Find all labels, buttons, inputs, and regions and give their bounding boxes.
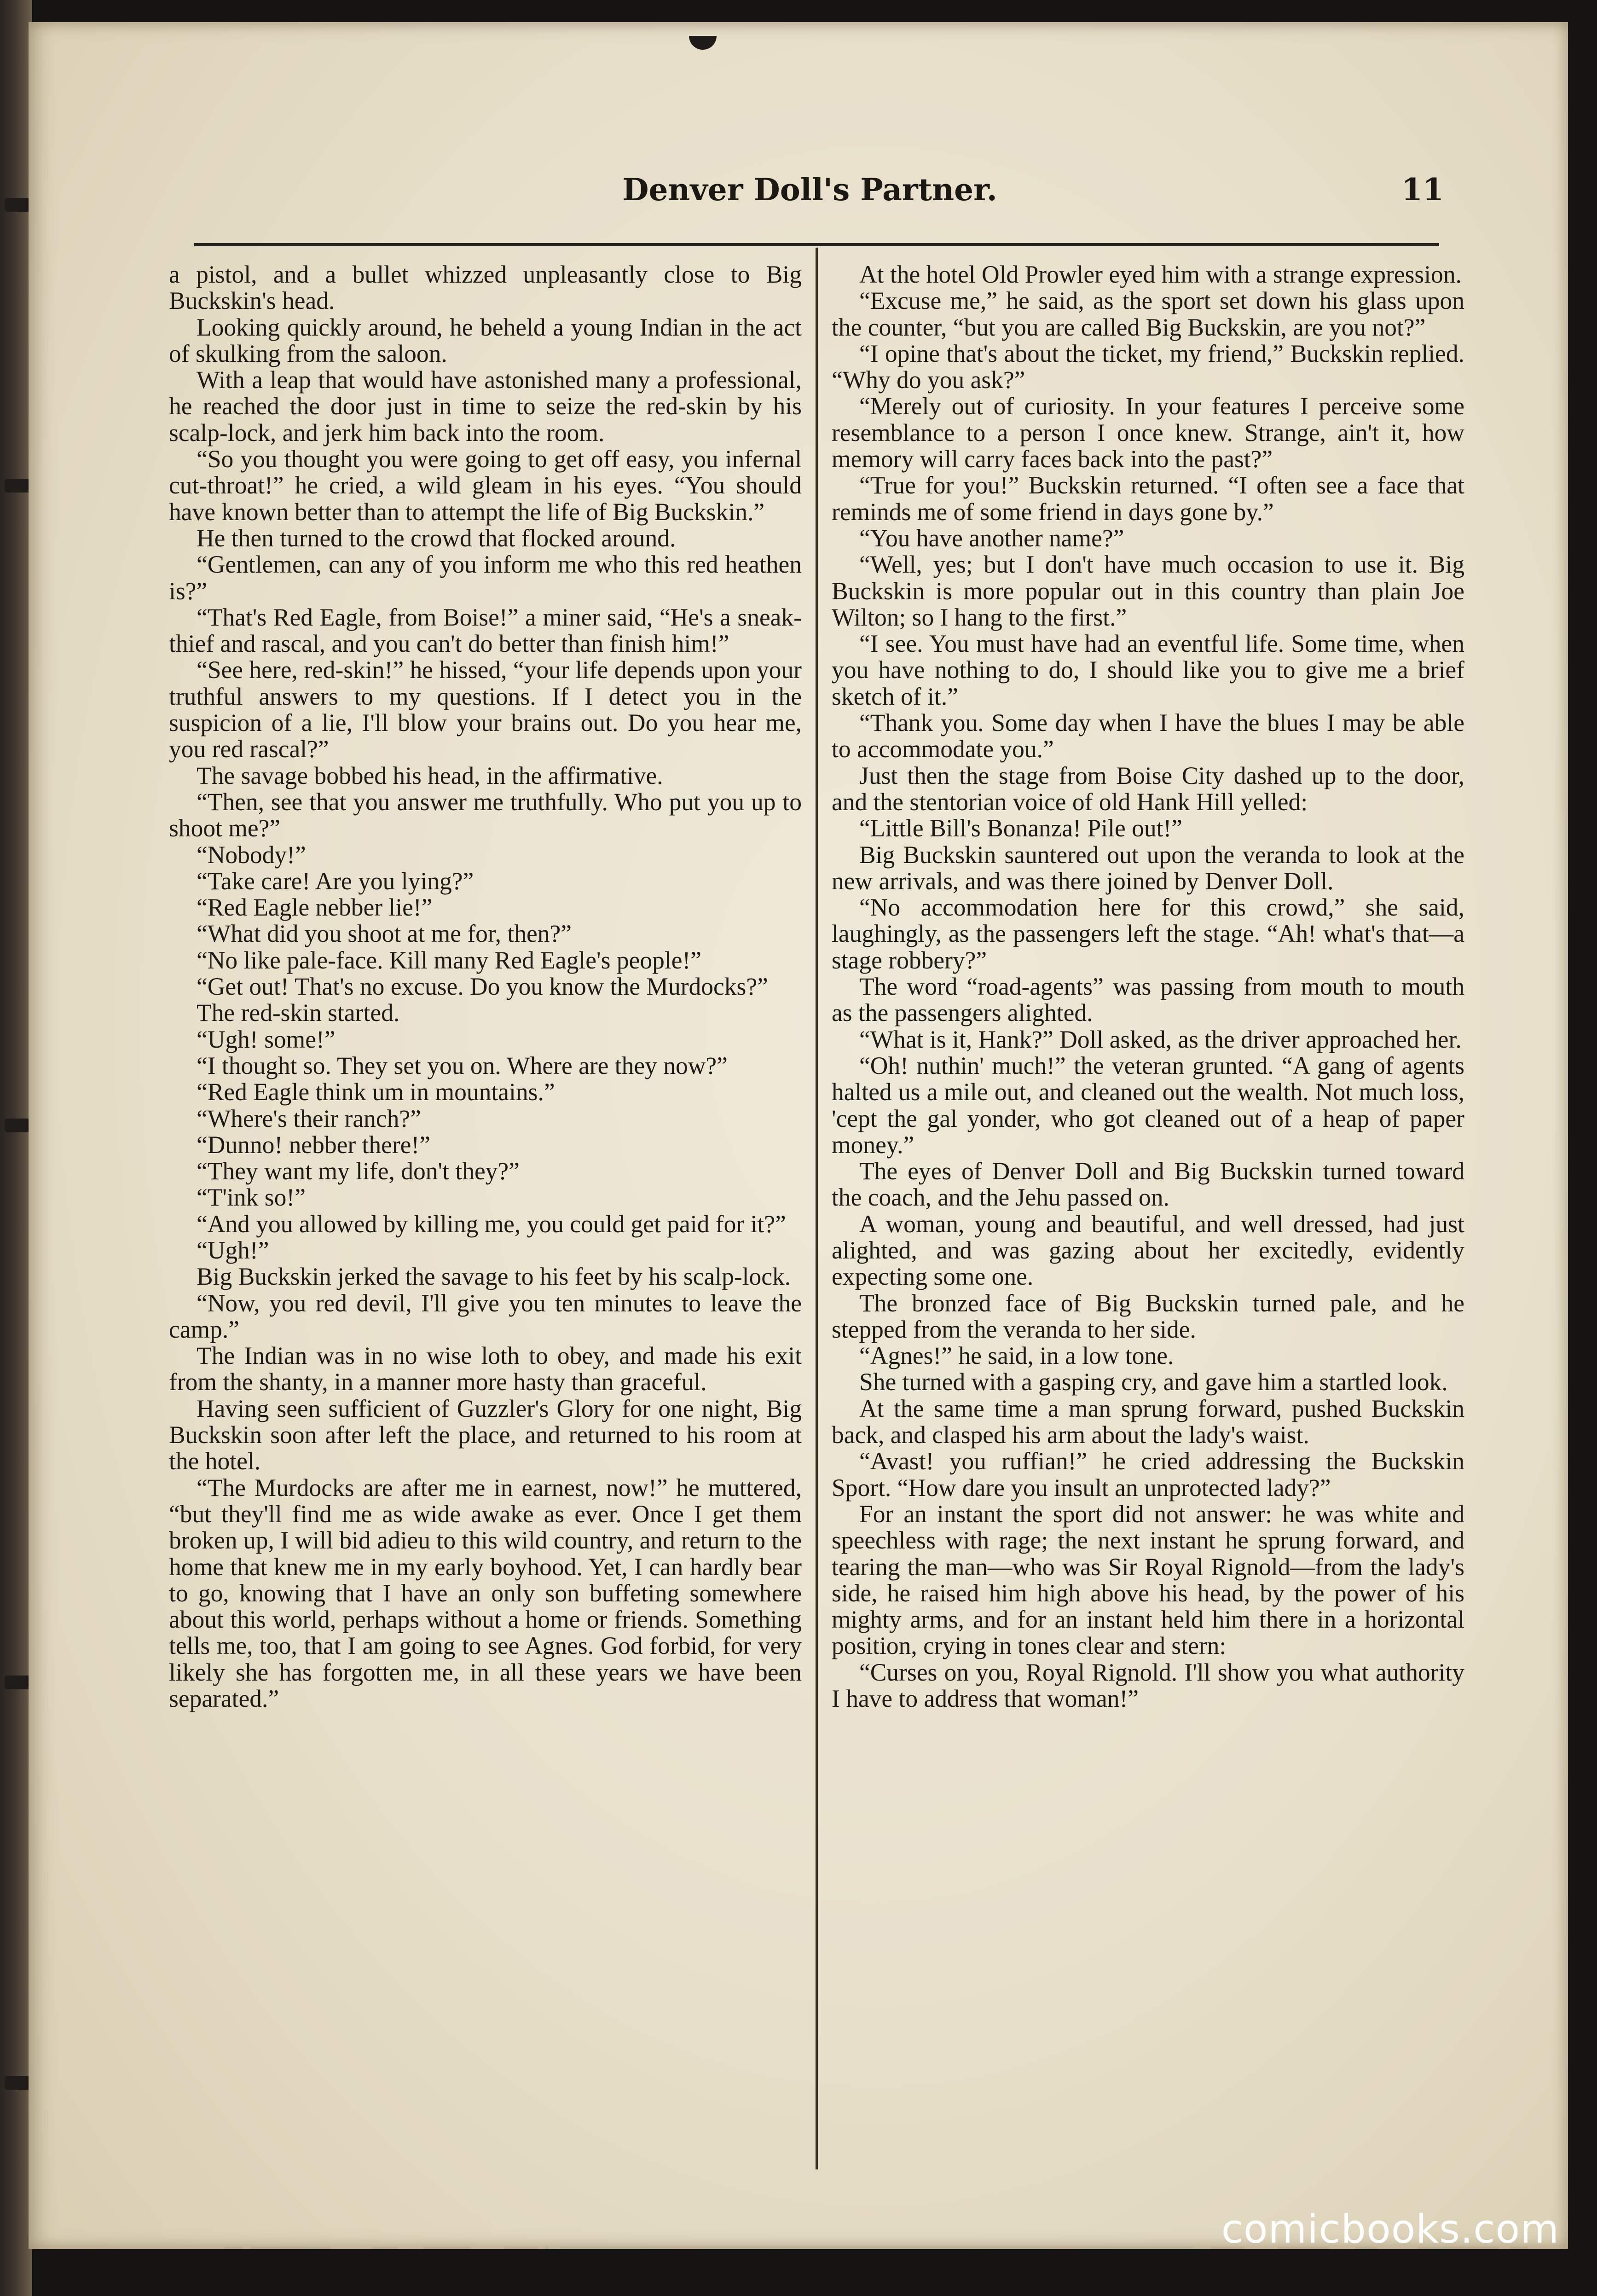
paragraph: “T'ink so!” [197,1183,306,1212]
header-rule [194,243,1439,246]
page-paper [29,22,1568,2249]
paragraph: “Ugh! some!” [197,1025,336,1053]
paragraph: Looking quickly around, he beheld a young Indian in the act of skulking from the saloon. [169,313,802,367]
paragraph: “The Murdocks are after me in earnest, now!” he muttered, “but they'll find me as wide awake as ever. Once I get them broken up, I will bid adieu to this wild country, and return to the home that knew me in my early boyhood. Yet, I can hardly bear to go, knowing that I have an only son buffeting somewhere about this world, perhaps without a home or friends. Something tells me, too, that I am going to see Agnes. God forbid, for very likely she has forgotten me, in all these years we have been separated.” [169,1473,802,1713]
left-text-column [169,261,802,2186]
paragraph: “See here, red-skin!” he hissed, “your life depends upon your truthful answers to my questions. If I detect you in the suspicion of a lie, I'll blow your brains out. Do you hear me, you red rascal?” [169,656,802,763]
paragraph: “What did you shoot at me for, then?” [197,920,572,948]
paragraph: “You have another name?” [859,524,1124,552]
paragraph: At the hotel Old Prowler eyed him with a strange expression. [859,261,1462,288]
paragraph: The savage bobbed his head, in the affirmative. [197,761,663,789]
paragraph: With a leap that would have astonished many a professional, he reached the door just in time to seize the red-skin by his scalp-lock, and jerk him back into the room. [169,366,802,446]
paragraph: “Now, you red devil, I'll give you ten minutes to leave the camp.” [169,1289,802,1343]
right-text-column [832,261,1464,2186]
paragraph: “Curses on you, Royal Rignold. I'll show you what authority I have to address that woman!” [832,1658,1464,1713]
paragraph: The eyes of Denver Doll and Big Buckskin turned toward the coach, and the Jehu passed on. [832,1157,1464,1212]
paragraph: “Nobody!” [197,841,306,869]
paragraph: She turned with a gasping cry, and gave him a startled look. [859,1368,1448,1396]
paragraph: The bronzed face of Big Buckskin turned pale, and he stepped from the veranda to her side. [832,1289,1464,1343]
paragraph: For an instant the sport did not answer: he was white and speechless with rage; the next instant he sprung forward, and tearing the man—who was Sir Royal Rignold—from the lady's side, he raised him high above his head, by the power of his mighty arms, and for an instant held him there in a horizontal position, crying in tones clear and stern: [832,1500,1464,1660]
paragraph: At the same time a man sprung forward, pushed Buckskin back, and clasped his arm about the lady's waist. [832,1394,1464,1449]
paragraph: “Get out! That's no excuse. Do you know the Murdocks?” [197,973,768,1001]
paragraph: A woman, young and beautiful, and well dressed, had just alighted, and was gazing about her excitedly, evidently expecting some one. [832,1210,1464,1291]
paragraph: “Gentlemen, can any of you inform me who this red heathen is?” [169,551,802,605]
paragraph: “Agnes!” he said, in a low tone. [859,1342,1174,1370]
paragraph: a pistol, and a bullet whizzed unpleasantly close to Big Buckskin's head. [169,261,802,315]
paragraph: “I thought so. They set you on. Where are they now?” [197,1051,728,1079]
paragraph: “Merely out of curiosity. In your features I perceive some resemblance to a person I once knew. Strange, ain't it, how memory will carry faces back into the past?” [832,392,1464,473]
paragraph: “Take care! Are you lying?” [197,867,474,895]
paragraph: “No accommodation here for this crowd,” she said, laughingly, as the passengers left the stage. “Ah! what's that—a stage robbery?” [832,893,1464,974]
paragraph: Big Buckskin jerked the savage to his feet by his scalp-lock. [197,1263,791,1291]
page-title: Denver Doll's Partner. [622,172,997,208]
paragraph: The Indian was in no wise loth to obey, and made his exit from the shanty, in a manner more hasty than graceful. [169,1342,802,1396]
binding-notch [689,36,717,50]
running-header [176,160,1444,229]
paragraph: The word “road-agents” was passing from mouth to mouth as the passengers alighted. [832,973,1464,1027]
watermark: comicbooks.com [1221,2206,1559,2252]
paragraph: “What is it, Hank?” Doll asked, as the driver approached her. [859,1025,1462,1053]
paragraph: “That's Red Eagle, from Boise!” a miner said, “He's a sneak-thief and rascal, and you can't do better than finish him!” [169,603,802,658]
paragraph: “True for you!” Buckskin returned. “I often see a face that reminds me of some friend in days gone by.” [832,471,1464,526]
paragraph: “So you thought you were going to get off easy, you infernal cut-throat!” he cried, a wild gleam in his eyes. “You should have known better than to attempt the life of Big Buckskin.” [169,445,802,526]
binding-spine [0,0,32,2296]
paragraph: “They want my life, don't they?” [197,1157,520,1185]
paragraph: “Ugh!” [197,1236,269,1264]
paragraph: Having seen sufficient of Guzzler's Glory for one night, Big Buckskin soon after left the place, and returned to his room at the hotel. [169,1394,802,1475]
paragraph: “Dunno! nebber there!” [197,1131,430,1159]
paragraph: “No like pale-face. Kill many Red Eagle's people!” [197,946,702,974]
paragraph: “I opine that's about the ticket, my friend,” Buckskin replied. “Why do you ask?” [832,339,1464,394]
paragraph: Big Buckskin sauntered out upon the veranda to look at the new arrivals, and was there joined by Denver Doll. [832,841,1464,895]
paragraph: Just then the stage from Boise City dashed up to the door, and the stentorian voice of old Hank Hill yelled: [832,761,1464,816]
paragraph: “And you allowed by killing me, you could get paid for it?” [197,1210,786,1238]
paragraph: He then turned to the crowd that flocked around. [197,524,676,552]
paragraph: “I see. You must have had an eventful life. Some time, when you have nothing to do, I should like you to give me a brief sketch of it.” [832,630,1464,710]
paragraph: “Then, see that you answer me truthfully. Who put you up to shoot me?” [169,788,802,842]
paragraph: “Red Eagle think um in mountains.” [197,1078,555,1106]
paragraph: “Excuse me,” he said, as the sport set down his glass upon the counter, “but you are called Big Buckskin, are you not?” [832,287,1464,341]
paragraph: “Where's their ranch?” [197,1104,421,1132]
paragraph: “Little Bill's Bonanza! Pile out!” [859,814,1183,842]
page-number: 11 [1401,172,1444,208]
paragraph: The red-skin started. [197,999,400,1027]
paragraph: “Avast! you ruffian!” he cried addressing the Buckskin Sport. “How dare you insult an unprotected lady?” [832,1447,1464,1502]
paragraph: “Thank you. Some day when I have the blues I may be able to accommodate you.” [832,709,1464,763]
paragraph: “Oh! nuthin' much!” the veteran grunted. “A gang of agents halted us a mile out, and cleaned out the wealth. Not much loss, 'cept the gal yonder, who got cleaned out of a heap of paper money.” [832,1051,1464,1159]
paragraph: “Well, yes; but I don't have much occasion to use it. Big Buckskin is more popular out in this country than plain Joe Wilton; so I hang to the first.” [832,551,1464,631]
paragraph: “Red Eagle nebber lie!” [197,893,433,922]
column-divider [816,248,818,2169]
